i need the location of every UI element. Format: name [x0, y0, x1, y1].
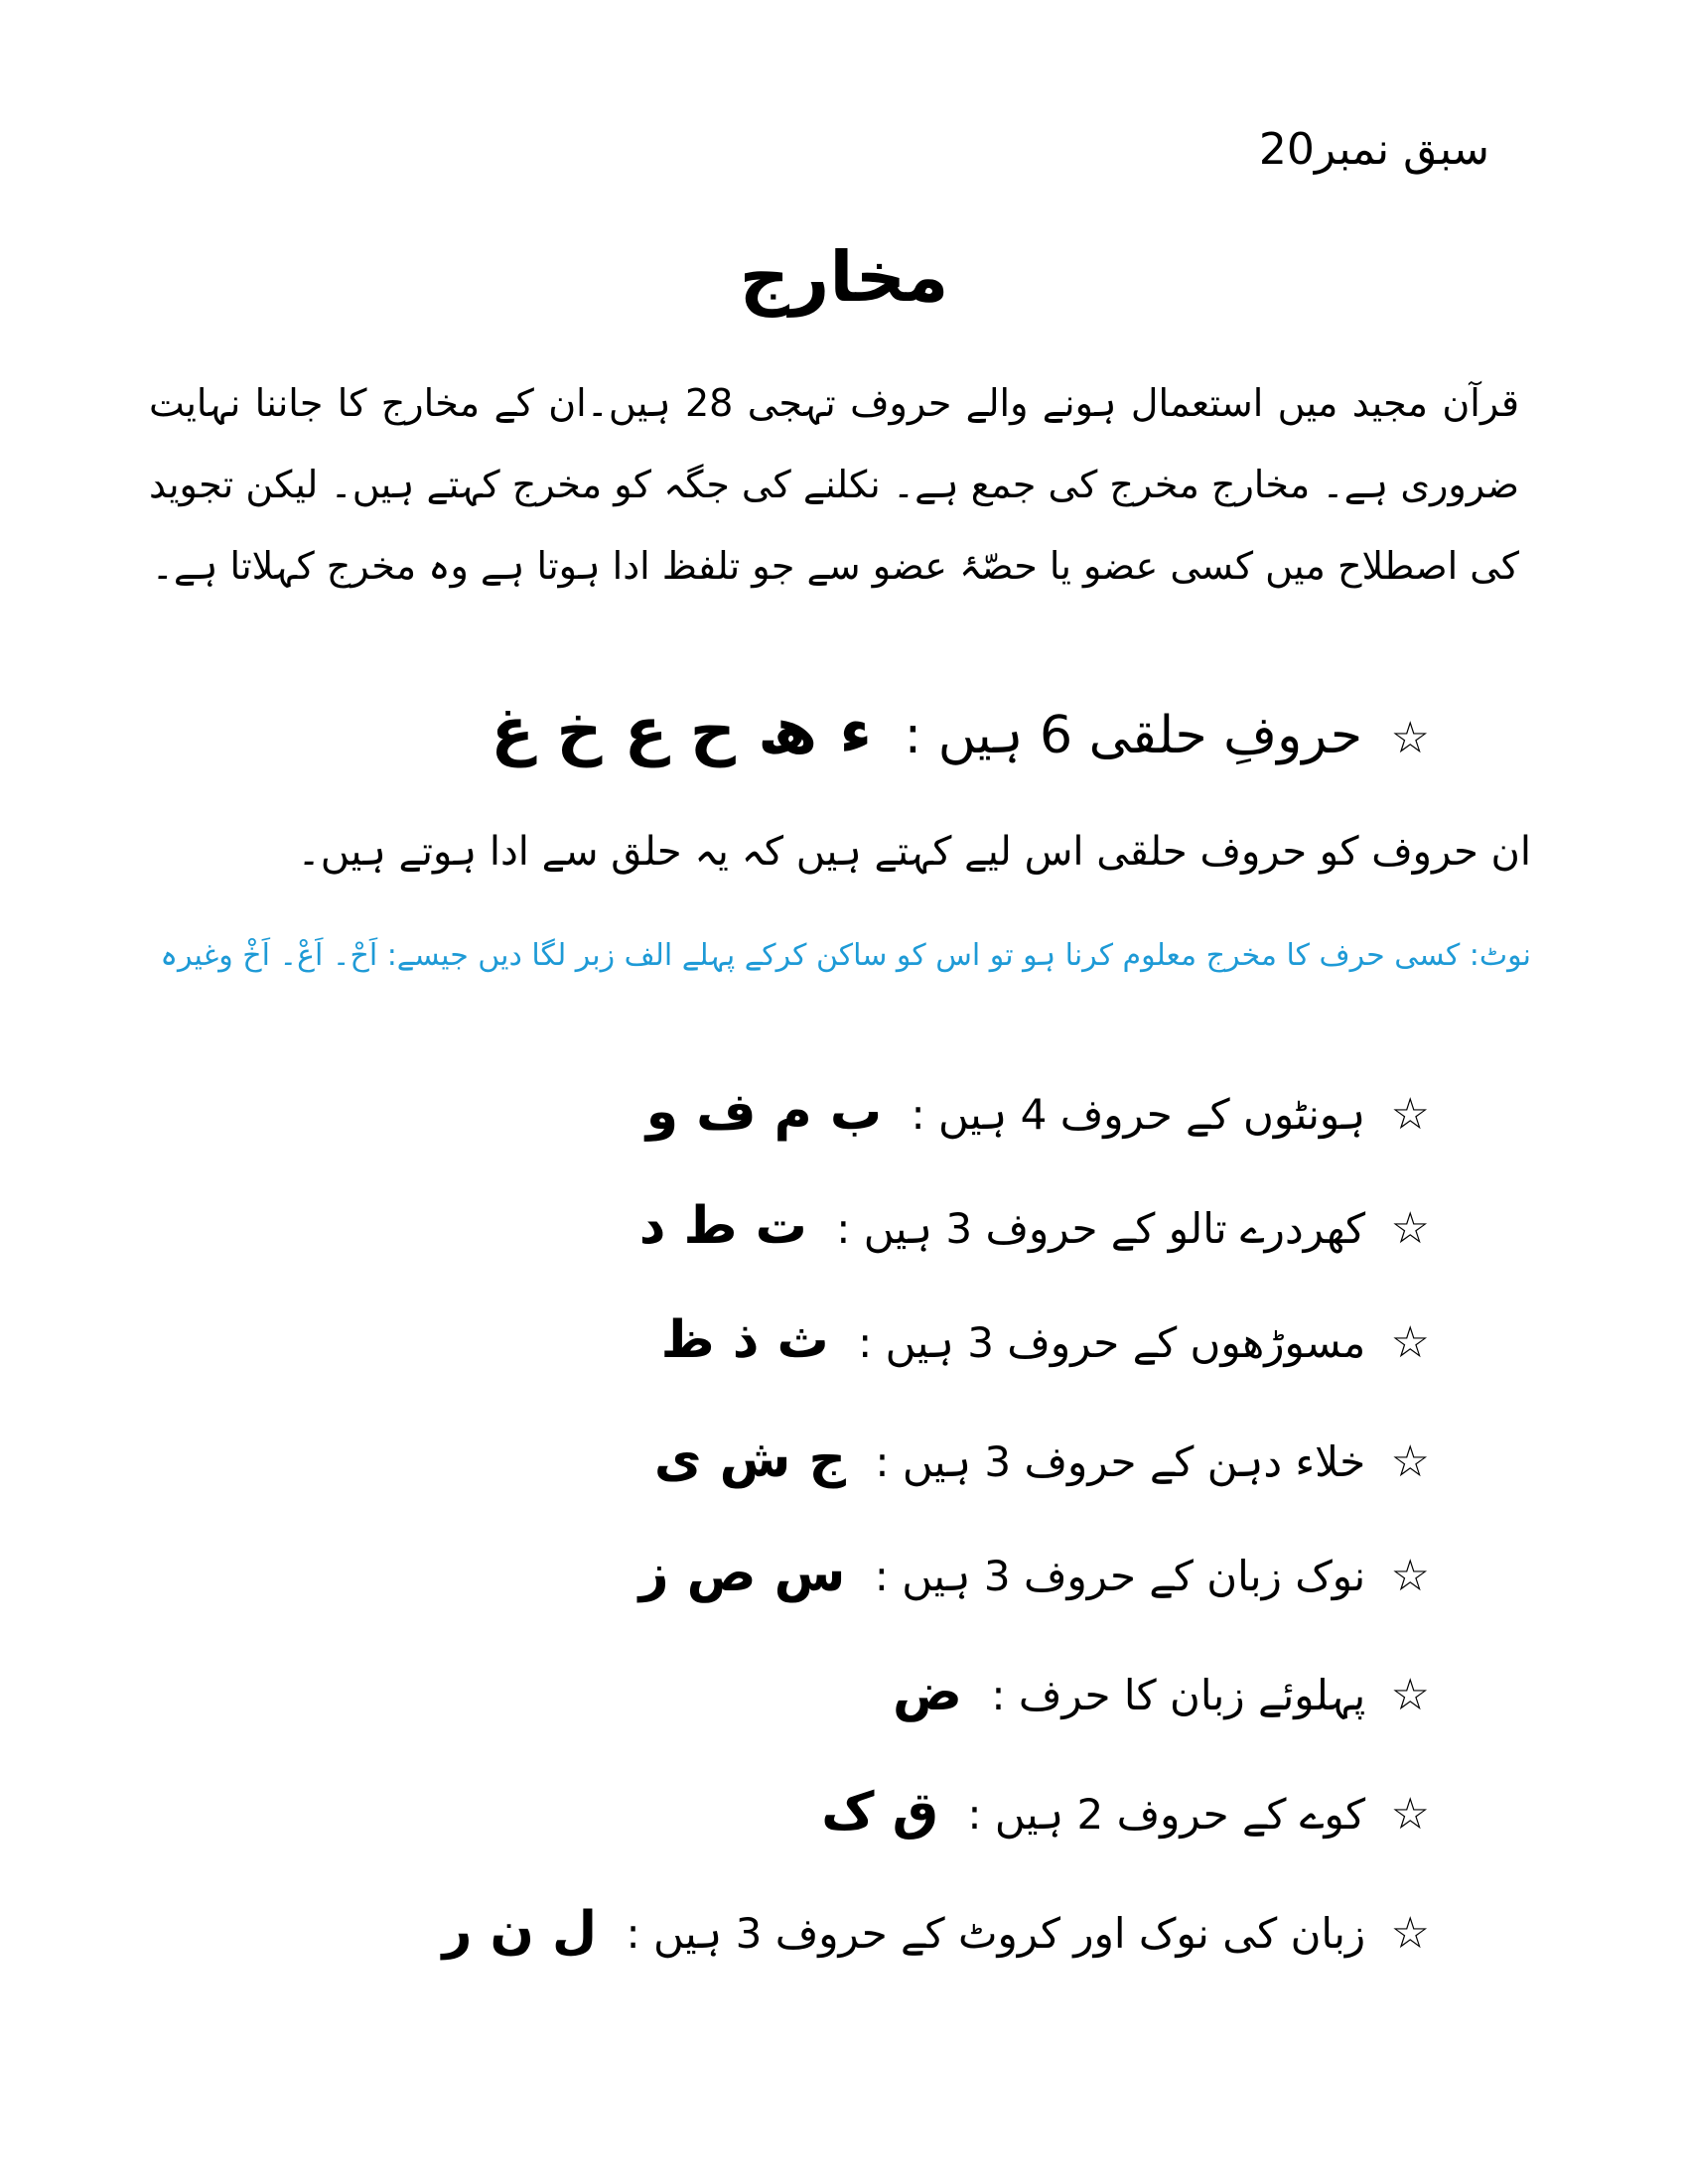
group-letters: ت ط د	[638, 1196, 807, 1256]
group-letters: ق ک	[821, 1782, 939, 1842]
group-label: مسوڑھوں کے حروف 3 ہیں :	[858, 1318, 1366, 1367]
group-tongue-side	[893, 1663, 1430, 1722]
group-label: نوک زبان کے حروف 3 ہیں :	[874, 1552, 1366, 1600]
group-label: پہلوئے زبان کا حرف :	[991, 1671, 1366, 1719]
halqi-letters: ء ھ ح ع خ غ	[491, 695, 873, 768]
group-letters: ج ش ی	[653, 1430, 846, 1489]
group-hard-palate	[639, 1196, 1430, 1256]
lesson-number: سبق نمبر20	[1258, 124, 1489, 175]
star-icon: ☆	[1390, 1089, 1430, 1140]
page-title: مخارج	[739, 236, 949, 318]
group-mouth-cavity	[654, 1430, 1430, 1489]
star-icon: ☆	[1390, 1436, 1430, 1487]
group-tongue-tip	[639, 1544, 1430, 1603]
halqi-explanation: ان حروف کو حروف حلقی اس لیے کہتے ہیں کہ یہ حلق سے ادا ہوتے ہیں۔	[297, 829, 1531, 875]
group-tongue-tip-side	[442, 1901, 1430, 1961]
group-letters: ل ن ر	[442, 1901, 598, 1961]
group-letters: ب م ف و	[645, 1082, 883, 1142]
intro-paragraph	[149, 362, 1519, 607]
group-gums	[661, 1310, 1430, 1370]
star-icon: ☆	[1390, 1551, 1430, 1601]
halqi-label: حروفِ حلقی 6 ہیں :	[904, 706, 1363, 765]
group-label: زبان کی نوک اور کروٹ کے حروف 3 ہیں :	[626, 1909, 1366, 1958]
group-letters: س ص ز	[638, 1544, 846, 1603]
group-letters: ض	[893, 1663, 962, 1722]
star-icon: ☆	[1390, 1203, 1430, 1254]
star-icon: ☆	[1390, 713, 1430, 763]
group-letters: ث ذ ظ	[660, 1310, 829, 1370]
group-label: کھردرے تالو کے حروف 3 ہیں :	[836, 1204, 1366, 1253]
star-icon: ☆	[1390, 1789, 1430, 1840]
halqi-heading	[491, 695, 1430, 768]
group-label: خلاء دہن کے حروف 3 ہیں :	[875, 1437, 1366, 1486]
group-lips	[646, 1082, 1430, 1142]
star-icon: ☆	[1390, 1670, 1430, 1720]
group-uvula	[821, 1782, 1430, 1842]
star-icon: ☆	[1390, 1908, 1430, 1959]
group-label: ہونٹوں کے حروف 4 ہیں :	[911, 1090, 1366, 1139]
note-text: نوٹ: کسی حرف کا مخرج معلوم کرنا ہو تو اس کو ساکن کرکے پہلے الف زبر لگا دیں جیسے: اَحْ۔ اَعْ۔ اَخْ وغیرہ	[160, 938, 1531, 973]
group-label: کوے کے حروف 2 ہیں :	[967, 1790, 1366, 1839]
star-icon: ☆	[1390, 1317, 1430, 1368]
intro-text: قرآن مجید میں استعمال ہونے والے حروف تہجی 28 ہیں۔ان کے مخارج کا جاننا نہایت ضروری ہے۔ مخارج مخرج کی جمع ہے۔ نکلنے کی جگہ کو مخرج کہتے ہیں۔ لیکن تجوید کی اصطلاح میں کسی عضو یا حصّۂ عضو سے جو تلفظ ادا ہوتا ہے وہ مخرج کہلاتا ہے۔	[149, 381, 1519, 588]
